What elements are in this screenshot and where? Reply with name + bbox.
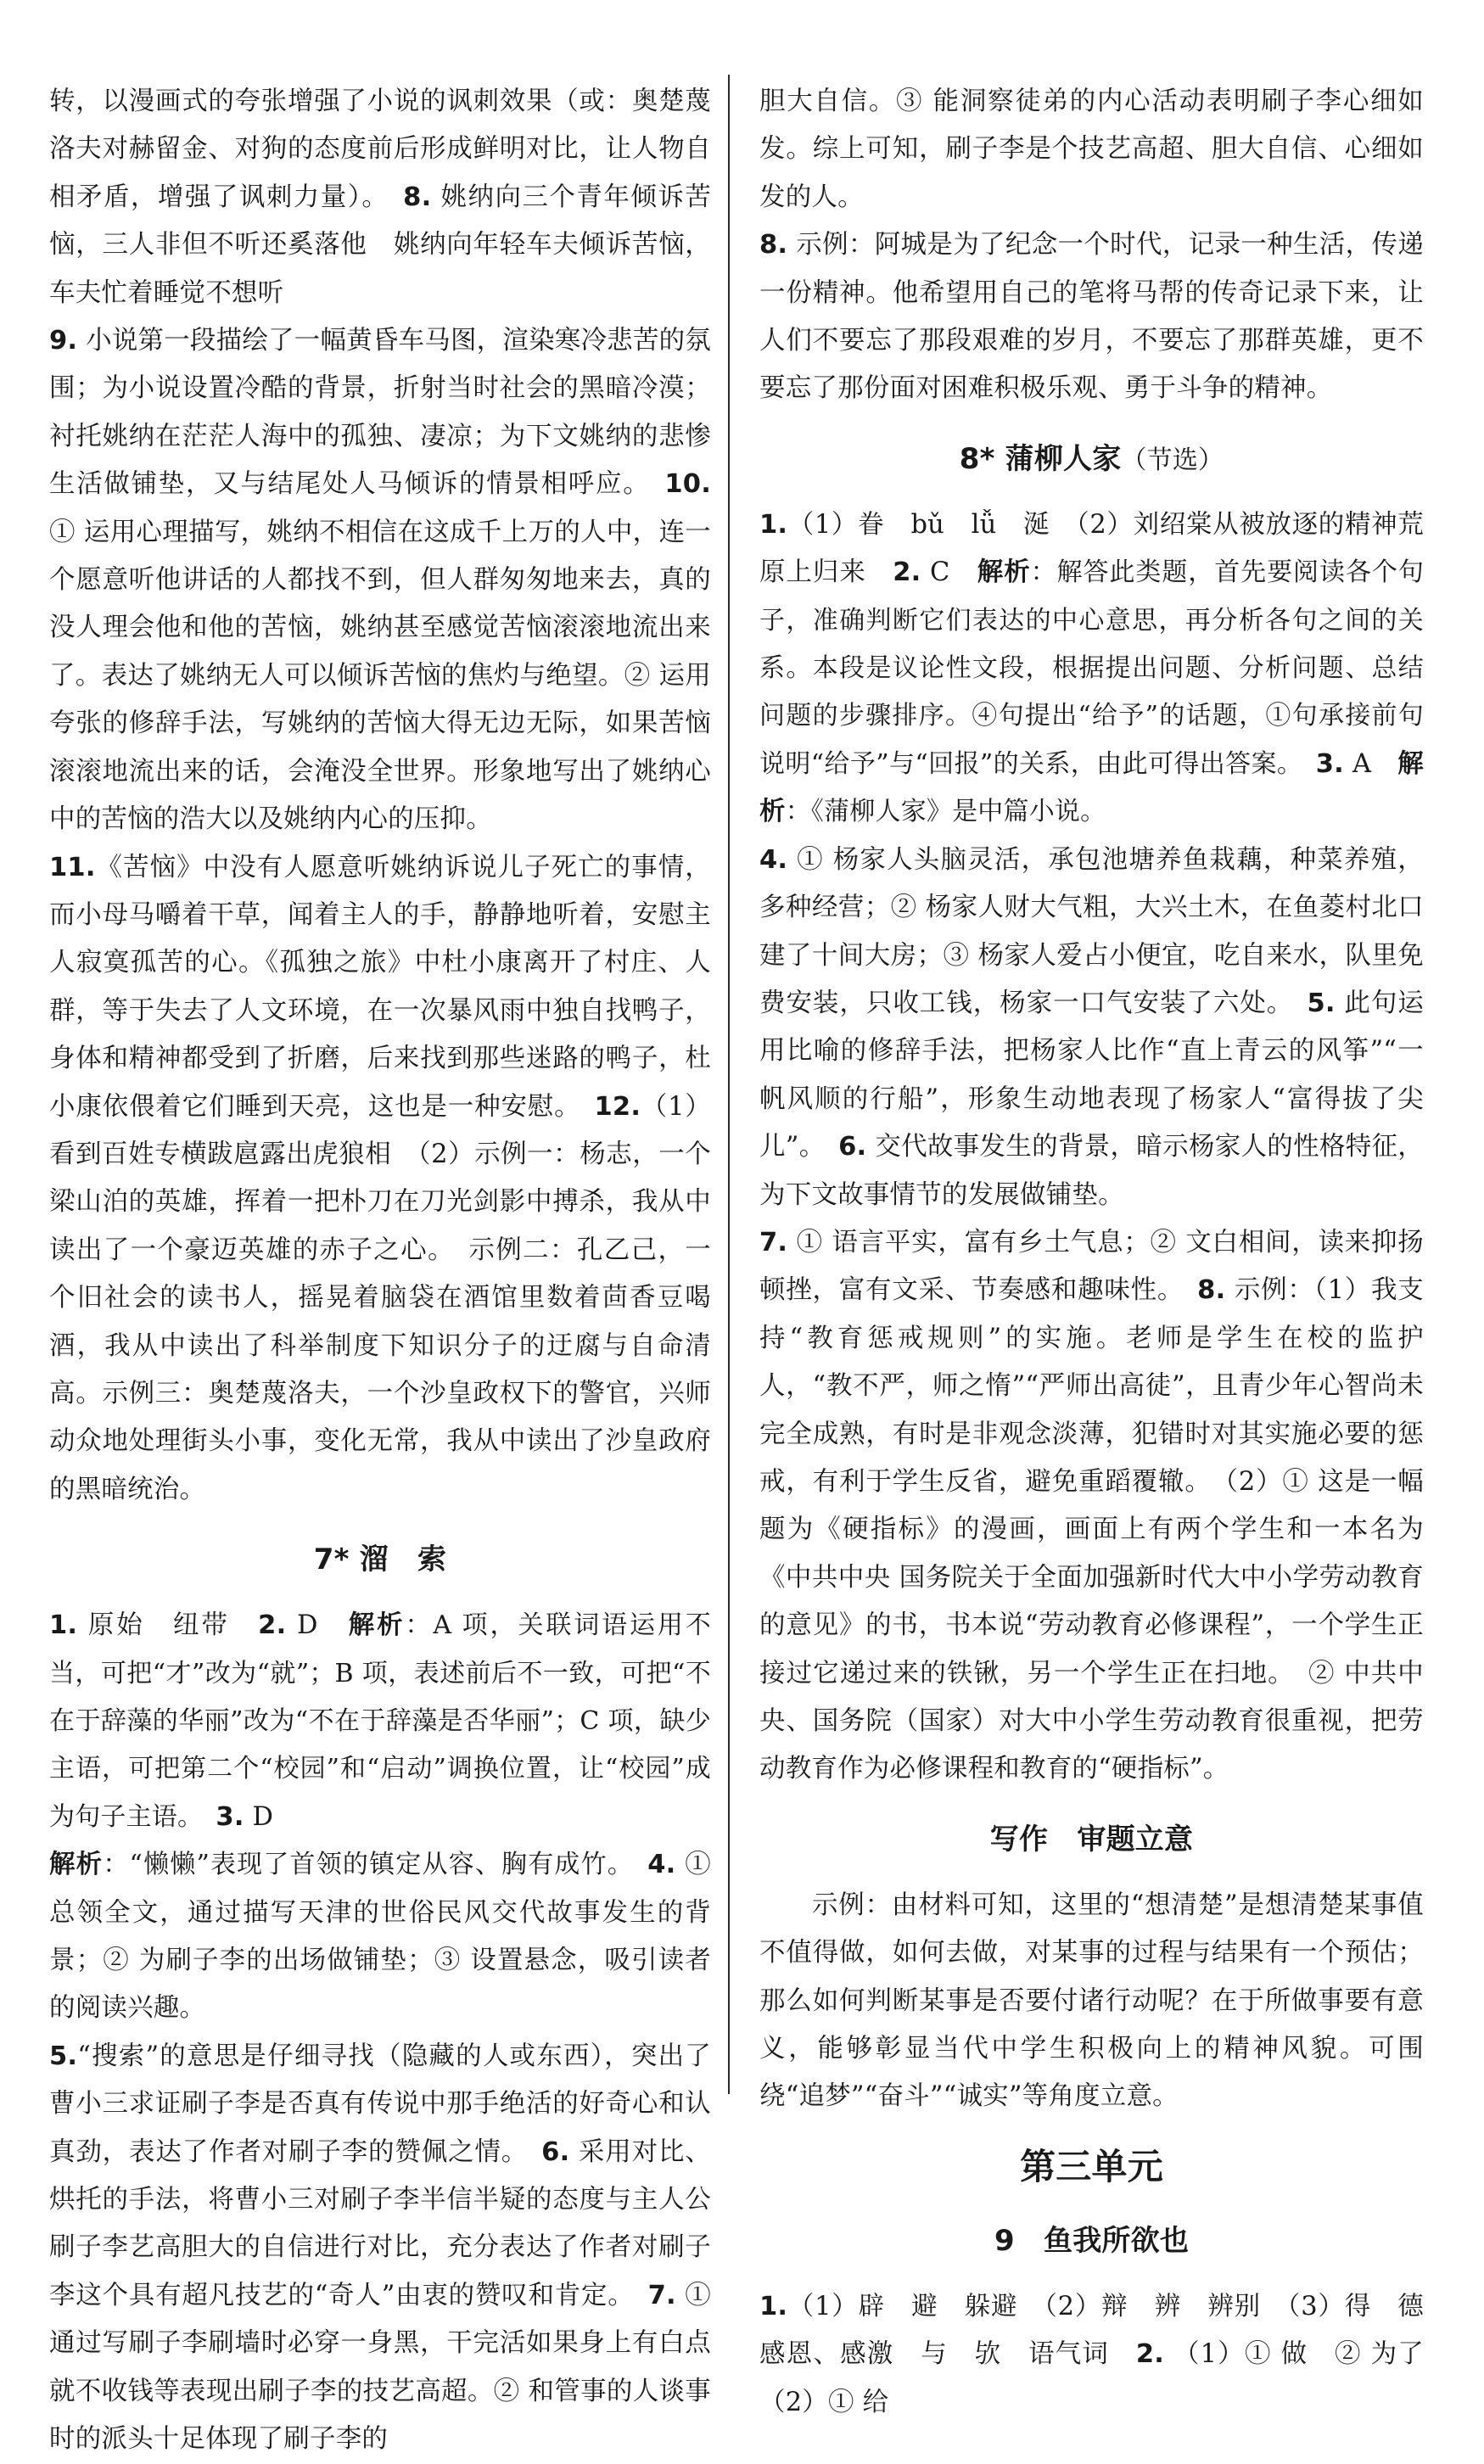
answer-block-lesson-9 — [759, 2283, 1450, 2427]
analysis-label: 解析 — [49, 1850, 104, 1880]
answer-block-lesson-7-q1-3 — [49, 1602, 711, 2033]
section-subtitle: （节选） — [1121, 445, 1224, 475]
question-number: 6. — [838, 1132, 867, 1162]
text: 示例：（1）我支持“教育惩戒规则”的实施。老师是学生在校的监护人，“教不严，师之惰”“严师出高徒”，且青少年心智尚未完全成熟，有时是非观念淡薄，犯错时对其实施必要的惩戒，有利于学生反省，避免重蹈覆辙。 （2）① 这是一幅题为《硬指标》的漫画，画面上有两个学生和一本名为《中共中央 国务院关于全面加强新时代大中小学劳动教育的意见》的书，书本说“劳动教育必修课程”，一个学生正接过它递过来的铁锹，另一个学生正在扫地。 ② 中共中央、国务院（国家）对大中小学生劳动教育很重视，把劳动教育作为必修课程和教育的“硬指标”。 — [759, 1275, 1424, 1784]
analysis-text: ：A 项，关联词语运用不当，可把“才”改为“就”；B 项，表述前后不一致，可把“不在于辞藻的华丽”改为“不在于辞藻是否华丽”；C 项，缺少主语，可把第二个“校园”和“启动”调换位置，让“校园”成为句子主语。 — [49, 1610, 711, 1832]
question-number: 4. — [759, 844, 788, 875]
answer-block-lesson-8-q7-8 — [759, 1219, 1424, 1794]
writing-answer — [759, 1882, 1424, 2121]
answer-block-lesson-7-q5-7 — [49, 2033, 711, 2464]
question-number: 8. — [403, 182, 432, 212]
text: 此句运用比喻的修辞手法，把杨家人比作“直上青云的风筝”“一帆风顺的行船”，形象生动地表现了杨家人“富得拔了尖儿”。 — [759, 988, 1425, 1162]
question-number: 2. — [893, 557, 921, 588]
question-number: 1. — [759, 2291, 788, 2321]
section-heading-writing — [759, 1816, 1424, 1865]
text: D — [286, 1610, 349, 1641]
question-number: 1. — [759, 509, 788, 540]
question-number: 7. — [647, 2280, 676, 2310]
text: 《苦恼》中没有人愿意听姚纳诉说儿子死亡的事情，而小母马嚼着干草，闻着主人的手，静静地听着，安慰主人寂寞孤苦的心。《孤独之旅》中杜小康离开了村庄、人群，等于失去了人文环境，在一次暴风雨中独自找鸭子，身体和精神都受到了折磨，后来找到那些迷路的鸭子，杜小康依偎着它们睡到天亮，这也是一种安慰。 — [49, 852, 711, 1122]
question-number: 8. — [1197, 1275, 1226, 1306]
text: 转，以漫画式的夸张增强了小说的讽刺效果（或：奥楚蔑洛夫对赫留金、对狗的态度前后形成鲜明对比，让人物自相矛盾，增强了讽刺力量）。 — [49, 87, 711, 212]
text: 示例：阿城是为了纪念一个时代，记录一种生活，传递一份精神。他希望用自己的笔将马帮的传奇记录下来，让人们不要忘了那段艰难的岁月，不要忘了那群英雄，更不要忘了那份面对困难积极乐观、勇于斗争的精神。 — [759, 230, 1424, 404]
text: “搜索”的意思是仔细寻找（隐藏的人或东西），突出了曹小三求证刷子李是否真有传说中那手绝活的好奇心和认真劲，表达了作者对刷子李的赞佩之情。 — [49, 2041, 711, 2167]
question-number: 5. — [49, 2041, 78, 2071]
question-number: 1. — [49, 1610, 78, 1641]
answer-block-continued — [759, 78, 1424, 221]
section-heading-lesson-7 — [49, 1536, 711, 1585]
analysis-label: 解析 — [348, 1610, 406, 1641]
text: A — [1343, 748, 1398, 779]
analysis-text: ：“懒懒”表现了首领的镇定从容、胸有成竹。 — [103, 1850, 648, 1880]
unit-heading — [759, 2143, 1424, 2195]
section-title: 8* 蒲柳人家 — [959, 441, 1122, 476]
question-number: 2. — [258, 1610, 287, 1641]
question-number: 9. — [49, 326, 78, 356]
text: 胆大自信。③ 能洞察徒弟的内心活动表明刷子李心细如发。综上可知，刷子李是个技艺高超、胆大自信、心细如发的人。 — [759, 87, 1424, 212]
text: （1）辟 避 躲避 （2）辩 辨 辨别 （3）得 德 感恩、感激 与 欤 语气词 — [759, 2291, 1450, 2370]
section-title: 写作 审题立意 — [989, 1822, 1194, 1856]
question-number: 8. — [759, 230, 788, 260]
question-number: 4. — [647, 1850, 676, 1880]
analysis-label: 解析 — [759, 748, 1424, 827]
analysis-text: ：解答此类题，首先要阅读各个句子，准确判断它们表达的中心意思，再分析各句之间的关系。本段是议论性文段，根据提出问题、分析问题、总结问题的步骤排序。④句提出“给予”的话题，①句承接前句说明“给予”与“回报”的关系，由此可得出答案。 — [759, 557, 1425, 779]
text: ① 语言平实，富有乡土气息；② 文白相间，读来抑扬顿挫，富有文采、节奏感和趣味性。 — [759, 1227, 1424, 1306]
right-column — [759, 78, 1450, 2427]
text: 姚纳向三个青年倾诉苦恼，三人非但不听还奚落他 姚纳向年轻车夫倾诉苦恼，车夫忙着睡觉不想听 — [49, 182, 711, 308]
question-number: 6. — [541, 2136, 570, 2167]
question-number: 11. — [49, 852, 96, 882]
text: （1）看到百姓专横跋扈露出虎狼相 （2）示例一：杨志，一个梁山泊的英雄，挥着一把朴刀在刀光剑影中搏杀，我从中读出了一个豪迈英雄的赤子之心。 示例二：孔乙己，一个旧社会的读书人，摇晃着脑袋在酒馆里数着茴香豆喝酒，我从中读出了科举制度下知识分子的迂腐与自命清高。示例三：奥楚蔑洛夫，一个沙皇政权下的警官，兴师动众地处理街头小事，变化无常，我从中读出了沙皇政府的黑暗统治。 — [49, 1091, 711, 1504]
text: D — [244, 1801, 274, 1832]
text: 采用对比、烘托的手法，将曹小三对刷子李半信半疑的态度与主人公刷子李艺高胆大的自信进行对比，充分表达了作者对刷子李这个具有超凡技艺的“奇人”由衷的赞叹和肯定。 — [49, 2136, 711, 2310]
column-divider — [728, 75, 730, 2094]
answer-block-9-10 — [49, 317, 711, 843]
section-heading-lesson-9 — [759, 2217, 1424, 2266]
answer-block-lesson-8-q1-3 — [759, 501, 1424, 837]
section-heading-lesson-8 — [759, 435, 1424, 484]
text: ① 通过写刷子李刷墙时必穿一身黑，干完活如果身上有白点就不收钱等表现出刷子李的技艺高超。② 和管事的人谈事时的派头十足体现了刷子李的 — [49, 2280, 711, 2455]
question-number: 3. — [216, 1801, 244, 1832]
section-title: 7* 溜 索 — [313, 1543, 447, 1577]
text: 原始 纽带 — [77, 1610, 259, 1641]
text: 交代故事发生的背景，暗示杨家人的性格特征，为下文故事情节的发展做铺垫。 — [759, 1132, 1425, 1210]
text: ① 总领全文，通过描写天津的世俗民风交代故事发生的背景；② 为刷子李的出场做铺垫；③ 设置悬念，吸引读者的阅读兴趣。 — [49, 1850, 711, 2024]
unit-title: 第三单元 — [1020, 2145, 1163, 2187]
left-column — [49, 78, 711, 2464]
question-number: 2. — [1135, 2339, 1165, 2370]
text: ① 运用心理描写，姚纳不相信在这成千上万的人中，连一个愿意听他讲话的人都找不到，但人群匆匆地来去，真的没人理会他和他的苦恼，姚纳甚至感觉苦恼滚滚地流出来了。表达了姚纳无人可以倾诉苦恼的焦灼与绝望。② 运用夸张的修辞手法，写姚纳的苦恼大得无边无际，如果苦恼滚滚地流出来的话，会淹没全世界。形象地写出了姚纳心中的苦恼的浩大以及姚纳内心的压抑。 — [49, 517, 711, 835]
analysis-text: ：《蒲柳人家》是中篇小说。 — [785, 797, 1106, 827]
section-title: 9 鱼我所欲也 — [994, 2223, 1190, 2258]
text: C — [921, 557, 977, 588]
answer-block-11-12 — [49, 844, 711, 1515]
text: ① 杨家人头脑灵活，承包池塘养鱼栽藕，种菜养殖，多种经营；② 杨家人财大气粗，大兴土木，在鱼菱村北口建了十间大房；③ 杨家人爱占小便宜，吃自来水，队里免费安装，只收工钱，杨家一口气安装了六处。 — [759, 844, 1424, 1018]
question-number: 12. — [594, 1091, 641, 1122]
question-number: 10. — [664, 469, 711, 500]
question-number: 5. — [1307, 988, 1336, 1018]
question-number: 3. — [1315, 748, 1344, 779]
answer-block-8 — [759, 221, 1424, 413]
text: （1）眷 bǔ lǚ 涎 （2）刘绍棠从被放逐的精神荒原上归来 — [759, 509, 1424, 588]
answer-block-novel — [49, 78, 711, 317]
text: 示例：由材料可知，这里的“想清楚”是想清楚某事值不值得做，如何去做，对某事的过程与结果有一个预估；那么如何判断某事是否要付诸行动呢？在于所做事要有意义，能够彰显当代中学生积极向上的精神风貌。可围绕“追梦”“奋斗”“诚实”等角度立意。 — [759, 1890, 1424, 2112]
text: 小说第一段描绘了一幅黄昏车马图，渲染寒冷悲苦的氛围；为小说设置冷酷的背景，折射当时社会的黑暗冷漠；衬托姚纳在茫茫人海中的孤独、凄凉；为下文姚纳的悲惨生活做铺垫，又与结尾处人马倾诉的情景相呼应。 — [49, 326, 711, 500]
question-number: 7. — [759, 1227, 788, 1257]
answer-block-lesson-8-q4-6 — [759, 837, 1424, 1219]
text: （1）① 做 ② 为了 （2）① 给 — [759, 2339, 1450, 2417]
analysis-label: 解析 — [977, 557, 1031, 588]
